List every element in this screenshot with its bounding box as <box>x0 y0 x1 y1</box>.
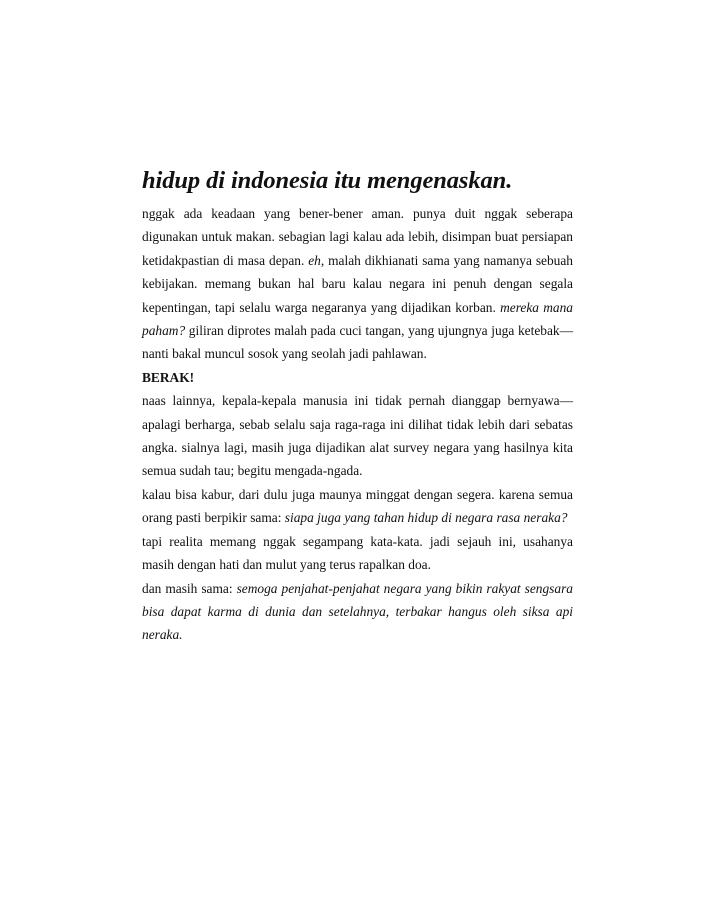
paragraph-5-italic: semoga penjahat-penjahat negara yang bikin rakyat sengsara bisa dapat karma di dunia dan setelahnya, terbakar hangus oleh siksa api neraka. <box>142 580 573 643</box>
paragraph-1-text-a: nggak ada keadaan yang bener-bener aman. punya duit nggak seberapa digunakan untuk makan. sebagian lagi kalau ada lebih, disimpan buat persiapan ketidakpastian di masa depan. <box>142 206 573 268</box>
paragraph-2: naas lainnya, kepala-kepala manusia ini tidak pernah dianggap bernyawa—apalagi berharga, sebab selalu saja raga-raga ini dilihat tidak lebih dari sebatas angka. sialnya lagi, masih juga dijadikan alat survey negara yang hasilnya kita semua sudah tau; begitu mengada-ngada. <box>142 393 573 479</box>
paragraph-3-italic: siapa juga yang tahan hidup di negara rasa neraka? <box>284 510 568 526</box>
paragraph-5 <box>142 577 573 647</box>
paragraph-1-italic-eh: eh, <box>308 252 325 268</box>
paragraph-1 <box>142 202 573 366</box>
paragraph-3-text-a: kalau bisa kabur, dari dulu juga maunya minggat dengan segera. karena semua orang pasti berpikir sama: <box>142 486 573 526</box>
paragraph-3 <box>142 483 573 530</box>
section-heading: BERAK! <box>142 369 195 385</box>
paragraph-4: tapi realita memang nggak segampang kata-kata. jadi sejauh ini, usahanya masih dengan hati dan mulut yang terus rapalkan doa. <box>142 533 573 573</box>
paragraph-1-italic-question: mereka mana paham? <box>142 299 574 339</box>
paragraph-1-text-c: malah dikhianati sama yang namanya sebuah kebijakan. memang bukan hal baru kalau negara ini penuh dengan segala kepentingan, tapi selalu warga negaranya yang dijadikan korban. <box>142 252 574 315</box>
paragraph-1-text-e: giliran diprotes malah pada cuci tangan, yang ujungnya juga ketebak—nanti bakal muncul sosok yang seolah jadi pahlawan. <box>142 323 573 362</box>
document-page <box>142 166 573 647</box>
document-title: hidup di indonesia itu mengenaskan. <box>142 167 513 194</box>
paragraph-5-text-a: dan masih sama: <box>142 580 237 596</box>
